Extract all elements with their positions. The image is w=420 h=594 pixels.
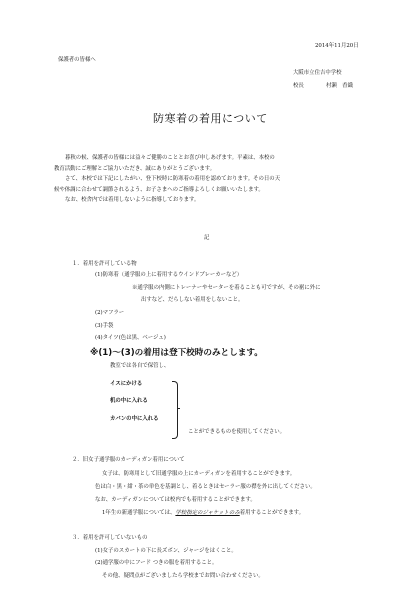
storage-intro: 教室では各自で保管し、: [110, 363, 170, 369]
intro-line: 暮秋の候、保護者の皆様には益々ご健勝のこととお喜び申しあげます。平素は、本校の: [65, 155, 275, 161]
section-1-heading: １．着用を許可している物: [72, 261, 137, 267]
intro-line: なお、校舎内では着用しないように指導しております。: [65, 197, 200, 203]
school-name: 大阪市立住吉中学校: [293, 70, 342, 76]
bracket-tip: [177, 408, 180, 409]
section-2-line-4-pre: 1年生の新通学服については、: [102, 510, 176, 516]
storage-suffix: ことができるものを使用してください。: [188, 429, 286, 435]
section-1-item-3: (3)手袋: [95, 323, 114, 329]
document-title: 防寒着の着用について: [153, 112, 268, 125]
section-1-note-line-2: 出すなど、だらしない着用をしないこと。: [141, 297, 244, 303]
intro-paragraph-1: [54, 153, 275, 174]
bracket: [172, 381, 178, 439]
storage-option-chair: イスにかける: [110, 381, 143, 387]
section-1-item-1: (1)防寒着（通学服の上に着用するウインドブレーカーなど）: [95, 272, 243, 278]
closing-note: その他、疑問点がございましたら学校までお問い合わせください。: [102, 573, 264, 579]
section-1-item-2: (2)マフラー: [95, 310, 125, 316]
section-2-line-4-emphasis: 学校指定のジャケットのみ: [175, 510, 240, 516]
intro-paragraph-3: [65, 195, 199, 206]
section-3-heading: ３．着用を許可していないもの: [72, 535, 148, 541]
section-1-item-4: (4)タイツ(色は黒、ベージュ): [95, 335, 166, 341]
section-2-line-1: 女子は、防寒用として旧通学服の上にカーディガンを着用することができます。: [102, 471, 296, 477]
intro-line: さて、本校では下記にしたがい、登下校時に防寒着の着用を認めております。その日の天: [65, 176, 281, 182]
section-2-line-4-post: 着用することができます。: [239, 510, 304, 516]
emphasis-notice: ※(1)～(3)の着用は登下校時のみとします。: [90, 348, 263, 358]
intro-line: 候や体調に合わせて調節されるよう、お子さまへのご指導よろしくお願いいたします。: [54, 186, 264, 193]
intro-line: 教育活動にご理解とご協力いただき、誠にありがとうございます。: [54, 165, 216, 172]
date: 2014年11月20日: [315, 43, 359, 49]
principal-name: 村瀬 香織: [326, 83, 353, 89]
intro-paragraph-2: [54, 174, 280, 195]
section-2-line-3: なお、カーディガンについては校内でも着用することができます。: [95, 497, 256, 503]
ki-heading: 記: [204, 235, 210, 241]
storage-option-desk: 机の中に入れる: [110, 398, 148, 404]
storage-option-bag: カバンの中に入れる: [110, 416, 159, 422]
section-2-heading: ２．旧女子通学服のカーディガン着用について: [72, 457, 185, 463]
section-2-line-2: 色は白・黒・紺・茶の単色を基調とし、着るときはセーラー服の襟を外に出してください。: [95, 484, 316, 490]
recipient: 保護者の皆様へ: [58, 57, 96, 63]
section-3-item-2: (2)通学服の中にフード つきの服を着用すること。: [95, 560, 218, 566]
section-3-item-1: (1)女子のスカートの下に長ズボン、ジャージをはくこと。: [95, 548, 237, 554]
principal-title: 校長: [293, 83, 304, 89]
section-2-line-4: [102, 511, 304, 516]
section-1-note-line-1: ※通学服の内側にトレーナーやセーターを着ることも可ですが、その裾に外に: [132, 285, 321, 291]
